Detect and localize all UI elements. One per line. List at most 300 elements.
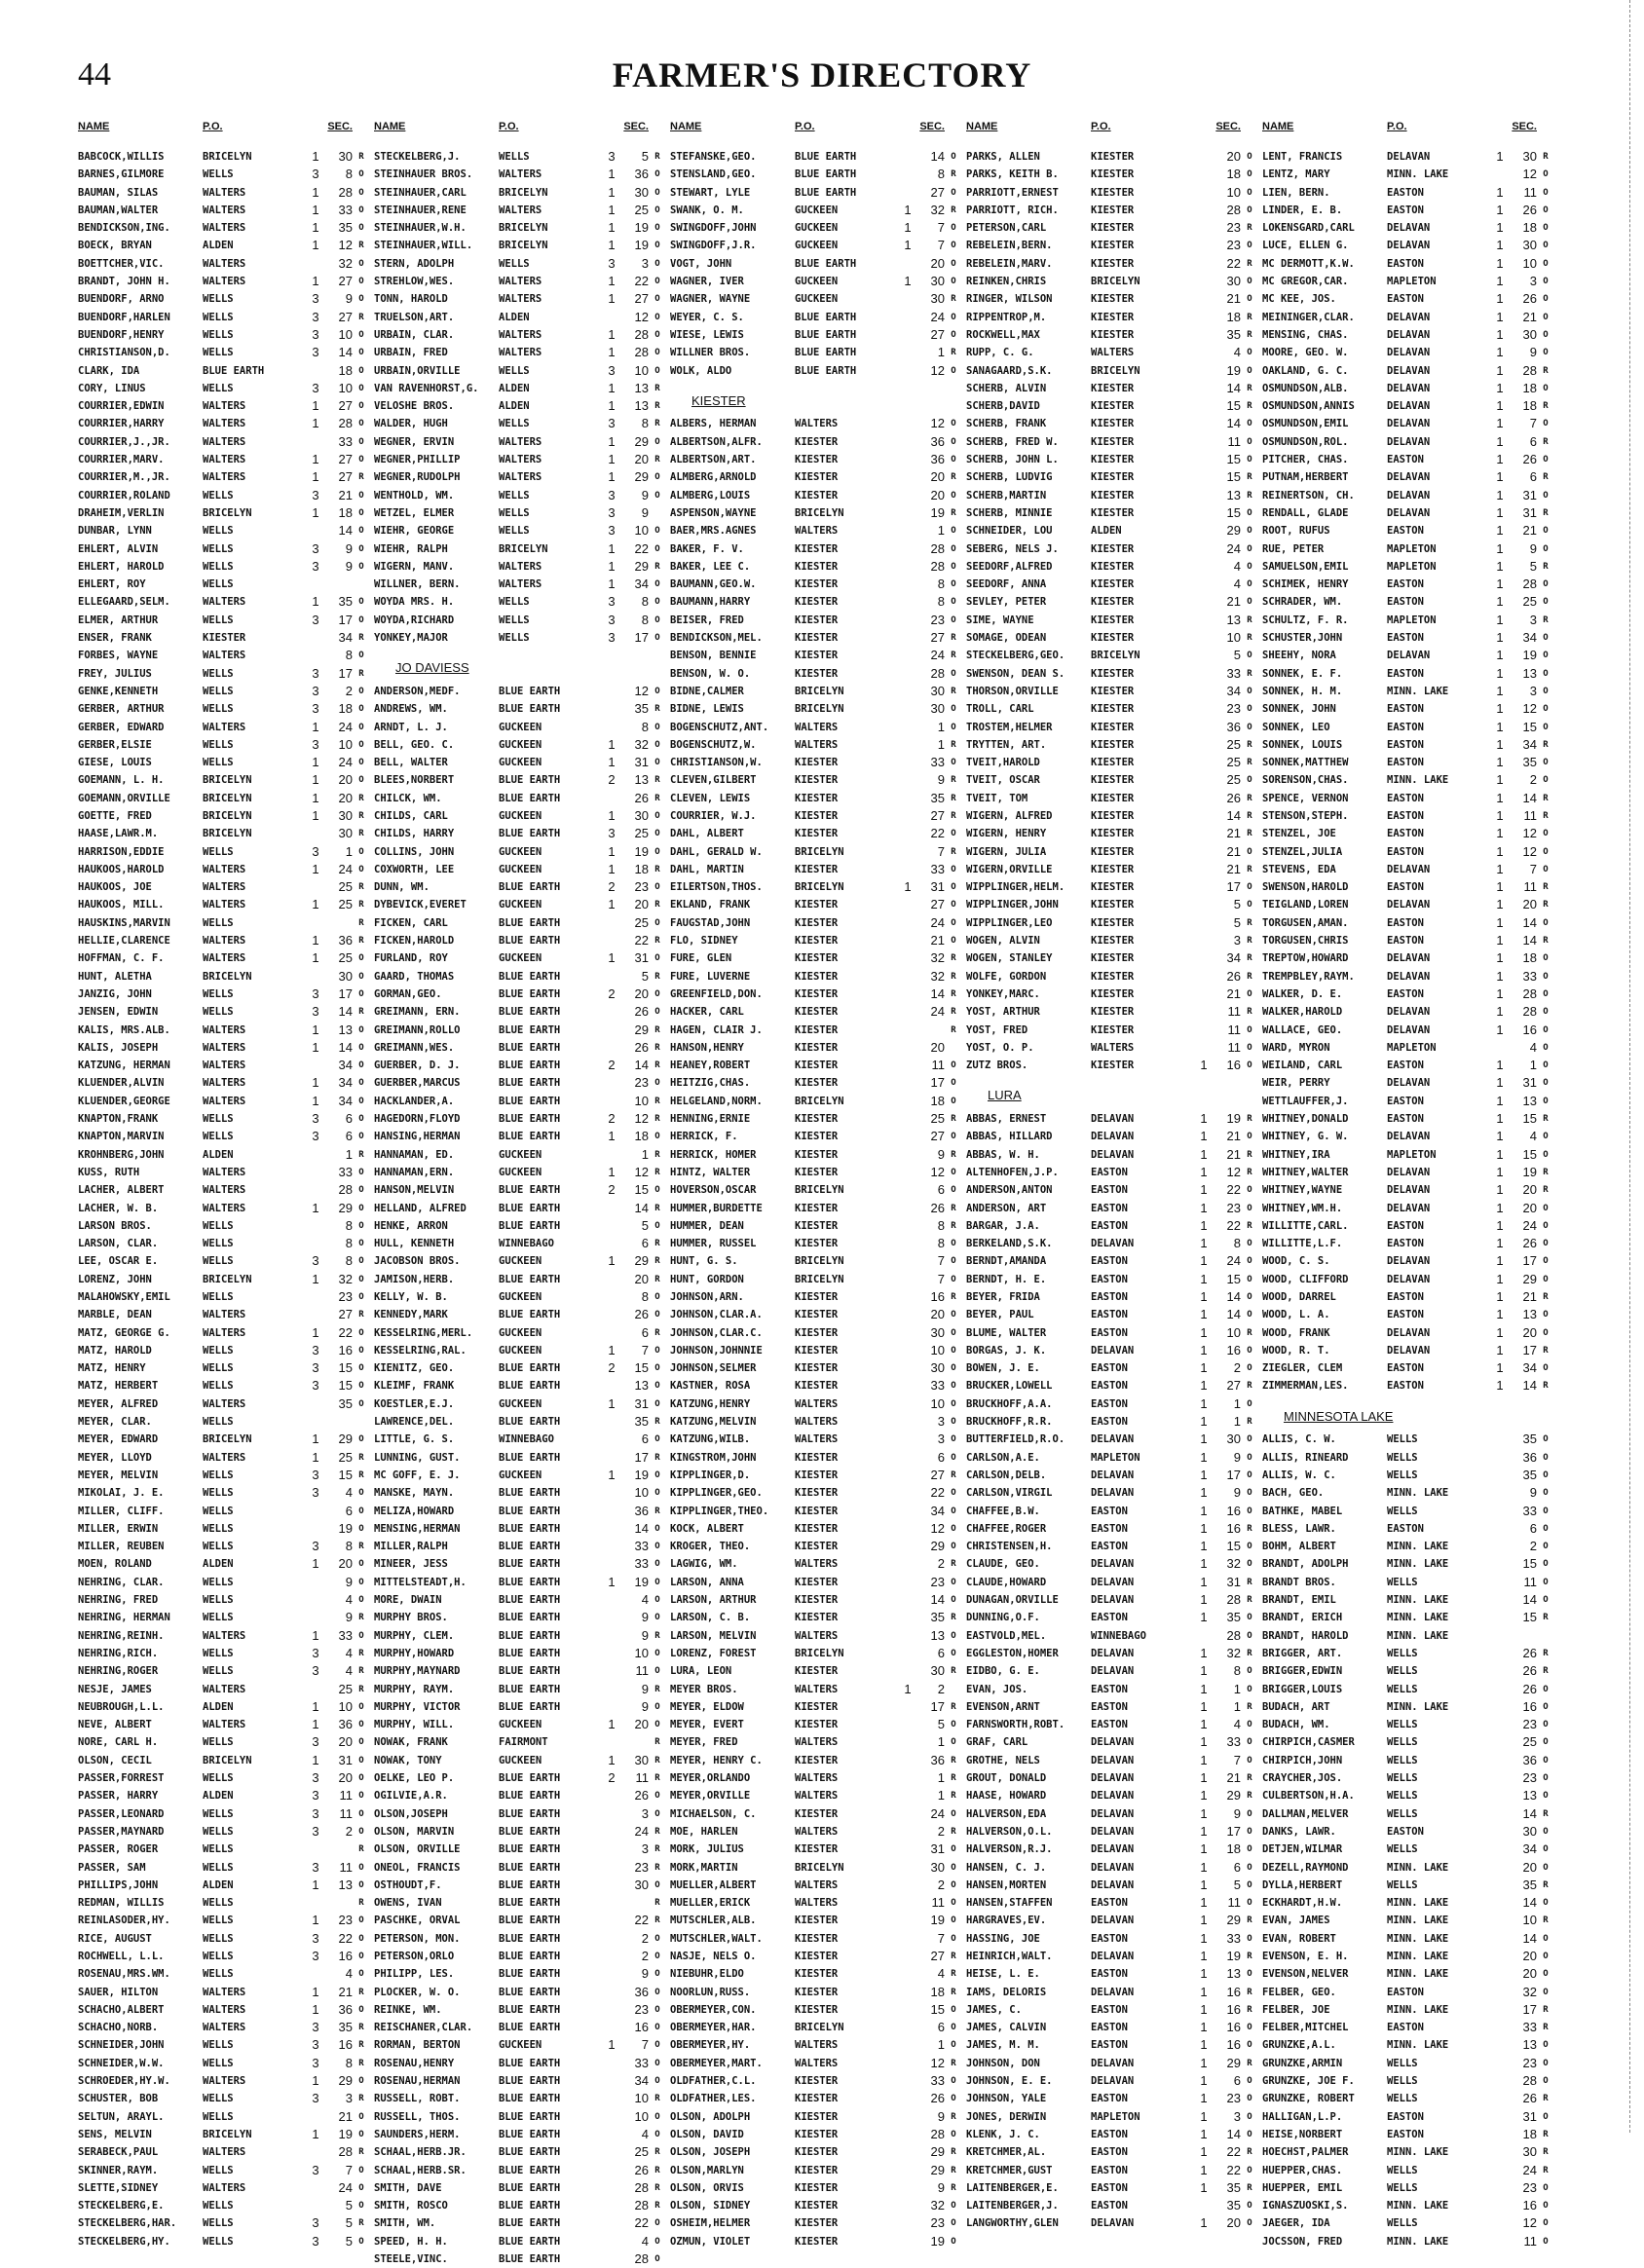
entry-post-office: KIESTER [1091,1006,1135,1019]
entry-status: O [951,312,956,322]
entry-post-office: DELAVAN [1387,435,1431,448]
entry-post-office: KIESTER [1091,293,1135,306]
entry-post-office: WALTERS [203,471,246,484]
entry-township [308,1413,323,1431]
entry-section: 28 [930,665,945,681]
entry-post-office: WALTERS [203,276,246,288]
directory-entry [670,326,966,344]
directory-entry [1262,1574,1558,1591]
entry-township: 1 [1200,1805,1208,1821]
entry-township [1492,1823,1508,1840]
entry-township: 1 [1200,1485,1208,1501]
entry-status: O [951,436,956,447]
entry-status: O [1543,1220,1549,1231]
entry-status: O [1543,864,1549,874]
directory-entry [78,290,374,308]
entry-section: 9 [641,1698,649,1714]
entry-post-office: DELAVAN [1387,650,1431,662]
directory-entry [1262,2090,1558,2107]
entry-status: O [654,953,660,964]
entry-section: 16 [1226,1503,1241,1518]
entry-section: 33 [634,1556,649,1572]
entry-name: PASSER,MAYNARD [78,1825,165,1838]
entry-township [604,1787,619,1804]
entry-post-office: WALTERS [499,347,542,359]
entry-name: WILLITTE,CARL. [1262,1219,1349,1232]
entry-status: R [654,2147,660,2158]
entry-section: 8 [345,2055,353,2070]
entry-name: HAUKOOS,HAROLD [78,863,165,875]
entry-name: MEYER, HENRY C. [670,1754,763,1766]
entry-township: 3 [312,1859,319,1875]
entry-township: 1 [1200,1877,1208,1892]
entry-township: 2 [608,1360,616,1376]
entry-post-office: KIESTER [795,2200,839,2212]
directory-entry [374,1733,670,1751]
entry-section: 15 [1522,1610,1537,1625]
entry-name: SCHERB,DAVID [966,400,1040,413]
entry-post-office: BRICELYN [203,970,252,983]
entry-post-office: WALTERS [499,435,542,448]
directory-entry [1262,878,1558,896]
entry-name: WILLITTE,L.F. [1262,1238,1343,1250]
entry-post-office: KIESTER [795,792,839,804]
entry-status: O [358,2201,364,2212]
entry-status: R [654,1452,660,1463]
entry-township: 1 [1200,1342,1208,1357]
directory-entry [78,719,374,736]
entry-post-office: KIESTER [795,1968,839,1981]
entry-status: R [358,1987,364,1997]
directory-entry [966,451,1262,468]
directory-entry [1262,1681,1558,1698]
directory-entry [78,1520,374,1538]
entry-post-office: WALTERS [203,2075,246,2088]
entry-township [604,2055,619,2072]
entry-section: 10 [634,2108,649,2124]
entry-township: 1 [1200,1111,1208,1127]
entry-name: OLSON, ADOLPH [670,2110,751,2123]
entry-status: R [358,936,364,947]
directory-entry [966,968,1262,985]
entry-name: NEHRING,REINH. [78,1629,165,1642]
entry-name: FURE, LUVERNE [670,970,751,983]
entry-post-office: KIESTER [795,1219,839,1232]
entry-township [308,1057,323,1074]
entry-post-office: KIESTER [795,1202,839,1214]
entry-post-office: BRICELYN [203,774,252,787]
entry-post-office: GUCKEEN [499,1291,542,1303]
directory-entry [670,665,966,683]
entry-post-office: EASTON [1091,1255,1128,1268]
column-header [1262,109,1558,132]
entry-status: O [358,1826,364,1837]
entry-section: 8 [345,1539,353,1554]
entry-township [1492,2090,1508,2107]
entry-name: LENTZ, MARY [1262,168,1330,181]
directory-entry [1262,1359,1558,1377]
entry-section: 33 [1522,968,1537,984]
entry-post-office: MINN. LAKE [1387,1968,1449,1981]
entry-status: O [358,1577,364,1587]
entry-section: 4 [1233,558,1241,574]
page-title: FARMER'S DIRECTORY [612,56,1032,94]
entry-status: O [1543,1274,1549,1284]
entry-township [1492,1716,1508,1733]
directory-entry [670,2055,966,2072]
directory-entry [78,1271,374,1288]
entry-post-office: BLUE EARTH [499,1700,561,1713]
directory-entry [1262,1609,1558,1626]
directory-entry [78,397,374,415]
entry-township: 1 [1200,1307,1208,1322]
entry-status: O [951,1488,956,1499]
entry-township: 1 [1496,1111,1504,1127]
directory-entry [78,2090,374,2107]
entry-status: O [358,1523,364,1534]
entry-post-office: BLUE EARTH [499,1807,561,1820]
entry-post-office: BLUE EARTH [499,1683,561,1695]
entry-post-office: WELLS [1387,2181,1418,2194]
entry-post-office: DELAVAN [1387,899,1431,911]
entry-post-office: BRICELYN [1091,364,1140,377]
directory-entry [78,380,374,397]
entry-status: O [1247,1345,1252,1356]
directory-entry [670,1413,966,1431]
entry-post-office: WINNEBAGO [499,1238,554,1250]
entry-name: STENSLAND,GEO. [670,168,757,181]
entry-section: 24 [338,861,353,876]
entry-status: O [1247,1755,1252,1766]
directory-entry [78,1484,374,1502]
entry-section: 16 [1226,2001,1241,2017]
entry-status: O [1543,988,1549,999]
entry-name: ZUTZ BROS. [966,1060,1028,1072]
entry-section: 16 [1522,1022,1537,1037]
entry-name: CHILCK, WM. [374,792,442,804]
entry-section: 28 [634,2251,649,2267]
entry-name: KOESTLER,E.J. [374,1397,455,1410]
entry-township [900,1413,915,1431]
entry-township: 1 [1496,433,1504,449]
entry-name: HANNAMAN, ED. [374,1148,455,1161]
directory-entry [78,576,374,593]
entry-status: R [358,900,364,911]
entry-township [900,629,915,647]
directory-entry [670,1022,966,1039]
entry-post-office: KIESTER [1091,489,1135,502]
entry-name: MOEN, ROLAND [78,1558,152,1571]
directory-entry [78,843,374,861]
entry-status: O [1247,775,1252,786]
entry-name: WALDER, HUGH [374,418,448,430]
entry-township: 3 [312,683,319,698]
entry-status: O [951,936,956,947]
directory-entry [78,985,374,1003]
entry-post-office: EASTON [1091,1202,1128,1214]
directory-entry [1262,1823,1558,1840]
entry-section: 16 [1226,1984,1241,1999]
entry-post-office: WALTERS [499,204,542,216]
entry-section: 27 [930,1948,945,1963]
directory-entry [966,1538,1262,1555]
entry-township [900,665,915,683]
directory-entry [670,487,966,504]
entry-status: R [1543,561,1549,572]
entry-post-office: DELAVAN [1091,1113,1135,1126]
directory-entry [1262,1555,1558,1573]
entry-section: 1 [937,719,945,734]
entry-township: 1 [312,1627,319,1643]
entry-post-office: WELLS [203,1380,234,1393]
entry-post-office: EASTON [1387,1219,1424,1232]
entry-name: JOHNSON, DON [966,2057,1040,2069]
entry-name: NEHRING, FRED [78,1594,159,1607]
directory-entry [78,1146,374,1164]
entry-status: R [654,1630,660,1641]
entry-post-office: WALTERS [203,596,246,609]
directory-entry [966,344,1262,361]
entry-section: 34 [930,1503,945,1518]
entry-township: 1 [1496,1289,1504,1304]
entry-post-office: EASTON [1387,1380,1424,1393]
entry-township: 1 [1200,2037,1208,2053]
entry-status: O [951,917,956,928]
entry-post-office: WALTERS [795,1558,839,1571]
entry-township: 3 [312,1539,319,1554]
entry-post-office: GUCKEEN [499,2039,542,2052]
entry-name: SHEEHY, NORA [1262,650,1336,662]
entry-township [900,1698,915,1716]
entry-township: 1 [312,861,319,876]
entry-name: JACOBSON BROS. [374,1255,461,1268]
entry-post-office: WALTERS [499,471,542,484]
entry-section: 14 [1522,1378,1537,1394]
entry-township [900,540,915,558]
directory-entry [670,1074,966,1092]
entry-status: O [654,1542,660,1552]
entry-section: 11 [1227,1022,1241,1037]
entry-status: O [358,971,364,982]
entry-township [900,433,915,451]
entry-township: 1 [312,184,319,200]
directory-entry [1262,1716,1558,1733]
entry-status: O [1543,169,1549,180]
entry-post-office: EASTON [1387,525,1424,538]
directory-entry [1262,1022,1558,1039]
entry-post-office: BRICELYN [795,1861,844,1874]
entry-post-office: KIESTER [795,2146,839,2159]
entry-name: WIGERN,ORVILLE [966,863,1053,875]
entry-post-office: KIESTER [1091,632,1135,645]
entry-township: 1 [608,950,616,966]
entry-status: O [654,758,660,768]
entry-post-office: EASTON [1091,2039,1128,2052]
entry-township [604,1823,619,1840]
entry-status: O [951,2023,956,2033]
directory-entry [966,166,1262,183]
directory-entry [1262,2055,1558,2072]
entry-township: 3 [312,291,319,307]
entry-name: LACHER, ALBERT [78,1184,165,1197]
entry-section: 14 [1522,933,1537,948]
entry-section: 33 [634,2055,649,2070]
entry-township: 1 [1496,968,1504,984]
entry-status: O [1543,1969,1549,1980]
entry-post-office: DELAVAN [1091,1915,1135,1927]
entry-section: 25 [634,914,649,930]
entry-township [900,309,915,326]
entry-post-office: MINN. LAKE [1387,168,1449,181]
entry-post-office: KIESTER [795,1719,839,1731]
entry-post-office: WELLS [499,151,530,163]
entry-status: O [358,2111,364,2122]
entry-status: O [1247,543,1252,554]
entry-township: 1 [1200,1895,1208,1911]
entry-township: 1 [312,1022,319,1037]
entry-township [1492,1538,1508,1555]
entry-township [900,1342,915,1359]
entry-status: O [654,2058,660,2068]
directory-entry [374,1359,670,1377]
entry-status: O [951,1452,956,1463]
entry-section: 17 [634,1449,649,1465]
entry-post-office: EASTON [1091,2093,1128,2105]
entry-name: MILLER, ERWIN [78,1522,159,1535]
entry-status: R [1247,829,1252,839]
directory-entry [670,2019,966,2036]
entry-status: O [1247,2165,1252,2175]
entry-name: ANDERSON,MEDF. [374,685,461,697]
entry-township: 1 [312,469,319,485]
directory-entry [374,985,670,1003]
entry-section: 22 [1226,255,1241,271]
entry-township: 1 [312,149,319,164]
entry-township [900,1217,915,1235]
entry-post-office: EASTON [1387,667,1424,680]
entry-township [1492,2233,1508,2250]
entry-status: R [951,2111,956,2122]
entry-status: O [358,277,364,287]
entry-status: O [654,1951,660,1961]
entry-name: OLSON, ORVIS [670,2181,744,2194]
entry-post-office: WELLS [203,1113,234,1126]
entry-post-office: BLUE EARTH [499,2217,561,2230]
entry-post-office: WALTERS [795,525,839,538]
entry-name: GRUNZKE,A.L. [1262,2039,1336,2052]
entry-section: 27 [930,1467,945,1482]
entry-status: O [358,294,364,305]
directory-entry [78,219,374,237]
entry-township [604,1146,619,1164]
entry-post-office: KIESTER [795,1006,839,1019]
entry-section: 13 [338,1877,353,1892]
entry-township: 1 [1496,523,1504,539]
entry-township [604,1022,619,1039]
entry-status: R [1543,152,1549,162]
entry-section: 5 [1233,897,1241,912]
entry-township: 1 [1496,755,1504,770]
directory-entry [78,237,374,254]
entry-township: 1 [1496,469,1504,485]
directory-entry [1262,2019,1558,2036]
entry-post-office: KIESTER [795,1023,839,1036]
directory-entry [374,487,670,504]
directory-entry [1262,1288,1558,1306]
entry-township [1492,2179,1508,2197]
entry-township [604,2072,619,2090]
entry-name: BARGAR, J.A. [966,1219,1040,1232]
entry-section: 15 [1226,1539,1241,1554]
entry-name: MURPHY, CLEM. [374,1629,455,1642]
entry-name: LOKENSGARD,CARL [1262,222,1355,235]
entry-township [308,1574,323,1591]
directory-entry [670,1146,966,1164]
entry-post-office: BLUE EARTH [499,1273,561,1285]
entry-section: 19 [930,2233,945,2249]
entry-post-office: KIESTER [795,1344,839,1357]
entry-post-office: EASTON [1387,1825,1424,1838]
entry-township: 1 [608,326,616,342]
directory-entry [1262,184,1558,202]
entry-township [604,1662,619,1680]
entry-section: 25 [1226,736,1241,752]
entry-post-office: BRICELYN [795,1647,844,1659]
entry-post-office: EASTON [1387,845,1424,858]
entry-name: DALLMAN,MELVER [1262,1807,1349,1820]
entry-township [900,1484,915,1502]
entry-name: MC GOFF, E. J. [374,1469,461,1481]
entry-township [900,1555,915,1573]
entry-township: 1 [312,274,319,289]
entry-township [1196,148,1212,166]
entry-status: R [951,1613,956,1623]
entry-post-office: MAPLETON [1387,613,1437,626]
entry-section: 20 [338,1556,353,1572]
directory-entry [670,504,966,522]
entry-post-office: WELLS [1387,1790,1418,1803]
entry-township: 1 [608,1752,616,1767]
directory-entry [670,1662,966,1680]
entry-section: 5 [1529,558,1537,574]
entry-post-office: KIESTER [1091,987,1135,1000]
entry-section: 14 [930,985,945,1001]
entry-status: O [951,2218,956,2229]
entry-section: 18 [338,504,353,520]
entry-post-office: EASTON [1387,1522,1424,1535]
entry-post-office: DELAVAN [1387,222,1431,235]
entry-section: 25 [930,1111,945,1127]
entry-township [900,1395,915,1413]
entry-post-office: DELAVAN [1387,240,1431,252]
directory-entry [374,219,670,237]
entry-status: O [358,419,364,429]
entry-name: DETJEN,WILMAR [1262,1843,1343,1856]
entry-post-office: DELAVAN [1091,1469,1135,1481]
directory-column [1262,109,1558,2249]
entry-section: 18 [1226,309,1241,324]
directory-entry [374,273,670,290]
entry-status: O [1247,1256,1252,1267]
entry-section: 1 [1233,1698,1241,1714]
entry-section: 9 [1233,1485,1241,1501]
entry-name: GUERBER, D. J. [374,1060,461,1072]
entry-name: THORSON,ORVILLE [966,685,1059,697]
entry-status: O [1543,2111,1549,2122]
directory-entry [78,362,374,380]
entry-post-office: WALTERS [203,186,246,199]
entry-status: R [1543,2023,1549,2033]
